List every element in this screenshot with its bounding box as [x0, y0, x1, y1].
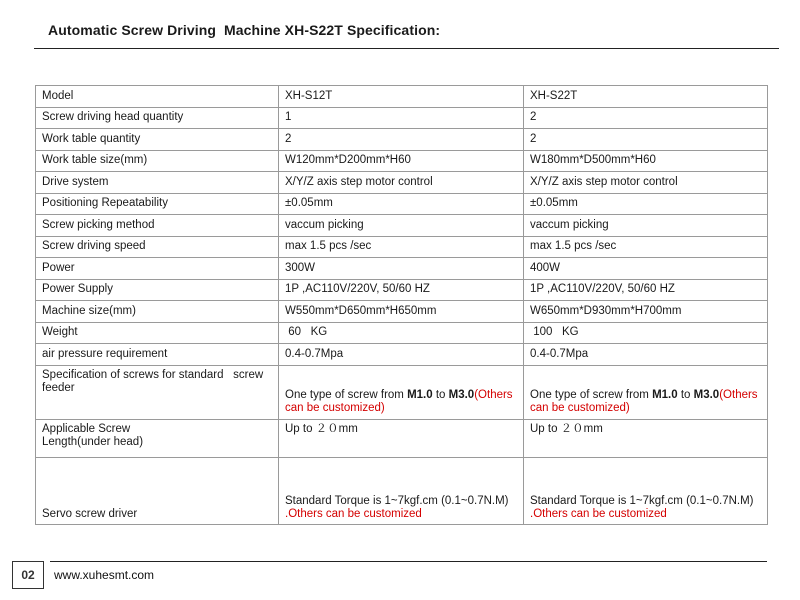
screw-spec-min: M1.0: [407, 388, 433, 401]
table-row: [36, 150, 768, 172]
row-value-a: 60 KG: [279, 322, 524, 344]
table-row: [36, 107, 768, 129]
row-value-b: W180mm*D500mm*H60: [524, 150, 768, 172]
row-value-b: Up to ２０mm: [524, 419, 768, 457]
row-label: Screw picking method: [36, 215, 279, 237]
header-cell-model-b: XH-S22T: [524, 86, 768, 108]
row-label: Screw driving speed: [36, 236, 279, 258]
table-row: [36, 172, 768, 194]
spec-table: [35, 85, 768, 525]
row-label: Power: [36, 258, 279, 280]
screw-spec-max: M3.0: [693, 388, 720, 401]
table-row: [36, 344, 768, 366]
row-label: Machine size(mm): [36, 301, 279, 323]
screw-spec-mid: to: [432, 388, 449, 401]
title-divider: [34, 48, 779, 49]
row-value-a: Up to ２０mm: [279, 419, 524, 457]
table-row: [36, 129, 768, 151]
row-label: Servo screw driver: [36, 457, 279, 524]
row-label: Screw driving head quantity: [36, 107, 279, 129]
row-label: Specification of screws for standard screw feeder: [36, 365, 279, 419]
screw-spec-note: (Others can be customized): [285, 388, 516, 414]
row-value-a: 0.4-0.7Mpa: [279, 344, 524, 366]
torque-note: .Others can be customized: [530, 507, 667, 520]
table-row-screw-spec: [36, 365, 768, 419]
row-value-a: 1P ,AC110V/220V, 50/60 HZ: [279, 279, 524, 301]
row-value-a: ±0.05mm: [279, 193, 524, 215]
row-value-b: ±0.05mm: [524, 193, 768, 215]
row-value-a: 2: [279, 129, 524, 151]
row-value-b: X/Y/Z axis step motor control: [524, 172, 768, 194]
row-value-b: max 1.5 pcs /sec: [524, 236, 768, 258]
footer-divider: [50, 561, 767, 562]
table-row-screw-length: [36, 419, 768, 457]
screw-spec-note: (Others can be customized): [530, 388, 761, 414]
row-value-b: 2: [524, 107, 768, 129]
header-cell-model-a: XH-S12T: [279, 86, 524, 108]
row-value-b: W650mm*D930mm*H700mm: [524, 301, 768, 323]
row-value-b: 2: [524, 129, 768, 151]
row-value-a: 1: [279, 107, 524, 129]
torque-note: .Others can be customized: [285, 507, 422, 520]
page-title: Automatic Screw Driving Machine XH-S22T Specification:: [48, 22, 441, 38]
row-label: air pressure requirement: [36, 344, 279, 366]
torque-text: Standard Torque is 1~7kgf.cm (0.1~0.7N.M): [530, 494, 754, 507]
screw-spec-max: M3.0: [448, 388, 475, 401]
row-value-a: [279, 457, 524, 524]
row-label: Weight: [36, 322, 279, 344]
table-row: [36, 236, 768, 258]
row-value-a: W120mm*D200mm*H60: [279, 150, 524, 172]
row-value-b: 0.4-0.7Mpa: [524, 344, 768, 366]
screw-spec-prefix: One type of screw from: [530, 388, 653, 401]
footer-website: www.xuhesmt.com: [54, 568, 155, 582]
row-value-a: W550mm*D650mm*H650mm: [279, 301, 524, 323]
row-value-a: vaccum picking: [279, 215, 524, 237]
row-value-a: 300W: [279, 258, 524, 280]
row-value-b: 400W: [524, 258, 768, 280]
table-row: [36, 215, 768, 237]
row-label: Positioning Repeatability: [36, 193, 279, 215]
table-row: [36, 279, 768, 301]
table-row-servo-driver: [36, 457, 768, 524]
screw-spec-mid: to: [677, 388, 694, 401]
page-number: 02: [12, 561, 44, 589]
row-label: Work table quantity: [36, 129, 279, 151]
table-row: [36, 301, 768, 323]
row-label: Drive system: [36, 172, 279, 194]
row-label: Power Supply: [36, 279, 279, 301]
row-label: Work table size(mm): [36, 150, 279, 172]
screw-spec-prefix: One type of screw from: [285, 388, 408, 401]
header-cell-label: Model: [36, 86, 279, 108]
row-value-b: [524, 365, 768, 419]
table-row: [36, 258, 768, 280]
row-value-a: [279, 365, 524, 419]
row-value-b: [524, 457, 768, 524]
row-label: Applicable Screw Length(under head): [36, 419, 279, 457]
row-value-b: vaccum picking: [524, 215, 768, 237]
row-value-a: X/Y/Z axis step motor control: [279, 172, 524, 194]
row-value-a: max 1.5 pcs /sec: [279, 236, 524, 258]
row-value-b: 1P ,AC110V/220V, 50/60 HZ: [524, 279, 768, 301]
table-row: [36, 193, 768, 215]
row-value-b: 100 KG: [524, 322, 768, 344]
table-row: [36, 322, 768, 344]
torque-text: Standard Torque is 1~7kgf.cm (0.1~0.7N.M): [285, 494, 509, 507]
table-header-row: [36, 86, 768, 108]
screw-spec-min: M1.0: [652, 388, 678, 401]
